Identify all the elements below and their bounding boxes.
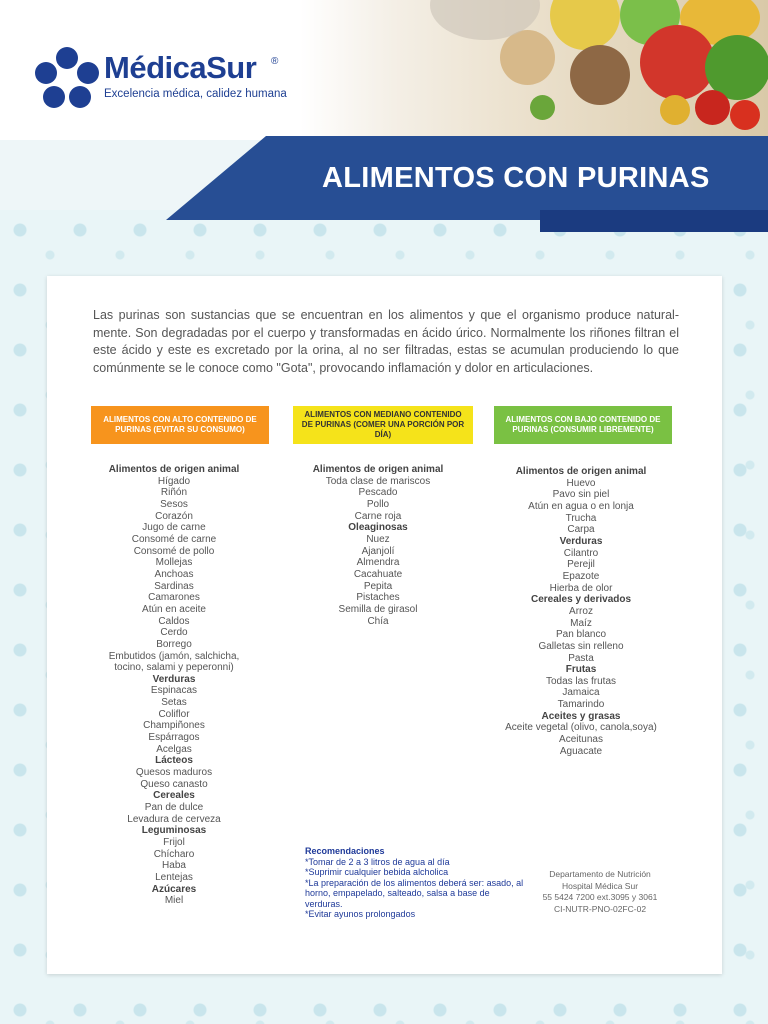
food-item: Coliflor: [158, 708, 190, 720]
food-item: Riñón: [160, 487, 188, 499]
food-item: Epazote: [562, 570, 600, 582]
food-item: Pasta: [568, 652, 594, 664]
food-item: tocino, salami y peperonni): [114, 662, 234, 674]
recommendations: [305, 846, 525, 920]
food-item: Chícharo: [153, 848, 195, 860]
recommendation-item: *Tomar de 2 a 3 litros de agua al día: [305, 856, 450, 867]
food-item: Anchoas: [154, 568, 194, 580]
food-item: Borrego: [156, 638, 192, 650]
food-item: Nuez: [366, 533, 390, 545]
food-group-heading: Leguminosas: [141, 825, 207, 837]
food-group-heading: Cereales y derivados: [530, 594, 632, 606]
food-item: Atún en aceite: [142, 603, 206, 615]
food-item: Setas: [161, 697, 187, 709]
food-item: Sardinas: [154, 580, 194, 592]
food-item: Semilla de girasol: [338, 603, 418, 615]
food-item: Aceitunas: [559, 734, 603, 746]
food-item: Pan blanco: [555, 629, 607, 641]
food-group-heading: Cereales: [153, 790, 195, 802]
food-item: Consomé de carne: [131, 533, 217, 545]
document-code: CI-NUTR-PNO-02FC-02: [553, 904, 647, 915]
hospital-name: Hospital Médica Sur: [561, 880, 639, 891]
food-item: Chía: [367, 615, 389, 627]
recommendation-item: *La preparación de los alimentos deberá ser: asado, al horno, empapelado, salteado, salsa a base de verduras.: [305, 877, 524, 909]
food-group-heading: Oleaginosas: [348, 522, 408, 534]
low-purine-list: [491, 466, 671, 757]
medium-purine-header: ALIMENTOS CON MEDIANO CONTENIDO DE PURINAS (COMER UNA PORCIÓN POR DÍA): [293, 406, 473, 444]
food-group-heading: Verduras: [559, 535, 603, 547]
low-purine-header: ALIMENTOS CON BAJO CONTENIDO DE PURINAS (CONSUMIR LIBREMENTE): [494, 406, 672, 444]
medium-purine-list: [288, 464, 468, 627]
recommendations-title: Recomendaciones: [305, 846, 385, 856]
food-item: Sesos: [160, 498, 188, 510]
food-item: Champiñones: [143, 720, 205, 732]
food-item: Queso canasto: [140, 778, 208, 790]
food-item: Frijol: [163, 837, 185, 848]
food-group-heading: Frutas: [565, 664, 597, 676]
food-item: Ajanjolí: [361, 545, 395, 557]
food-item: Huevo: [566, 477, 596, 489]
food-item: Espinacas: [150, 685, 198, 697]
food-item: Hierba de olor: [549, 582, 613, 594]
food-item: Pescado: [358, 487, 398, 499]
food-item: Miel: [164, 895, 184, 907]
food-group-heading: Alimentos de origen animal: [515, 466, 647, 477]
food-group-heading: Alimentos de origen animal: [108, 464, 240, 475]
food-item: Espárragos: [148, 732, 200, 744]
brand-name: MédicaSur: [104, 50, 257, 85]
food-item: Acelgas: [156, 743, 192, 755]
food-item: Lentejas: [155, 871, 193, 883]
food-item: Cerdo: [160, 627, 188, 639]
intro-paragraph: Las purinas son sustancias que se encuentran en los alimentos y que el organismo produce natural-mente. Son degradadas por el cuerpo y transformadas en ácido úrico. Normalmente los riñones filtran el este ácido y este es excretado por la orina, al no ser filtradas, estas se acumulan produciendo lo que comúnmente se le conoce como "Gota", provocando inflamación y dolor en articulaciones.: [93, 308, 679, 375]
food-item: Pollo: [366, 498, 390, 510]
food-item: Corazón: [155, 510, 193, 522]
food-group-heading: Alimentos de origen animal: [312, 464, 444, 475]
recommendation-item: *Suprimir cualquier bebida alcholica: [305, 867, 449, 877]
high-purine-header: ALIMENTOS CON ALTO CONTENIDO DE PURINAS (EVITAR SU CONSUMO): [91, 406, 269, 444]
brand-tagline: Excelencia médica, calidez humana: [104, 88, 287, 100]
food-item: Haba: [162, 860, 186, 872]
page-title: ALIMENTOS CON PURINAS: [322, 162, 710, 194]
registered-mark: ®: [271, 56, 279, 67]
food-item: Aceite vegetal (olivo, canola,soya): [505, 722, 657, 734]
food-item: Cacahuate: [353, 568, 403, 580]
department-name: Departamento de Nutrición: [549, 869, 651, 879]
food-item: Atún en agua o en lonja: [528, 500, 634, 512]
food-item: Embutidos (jamón, salchicha,: [108, 650, 240, 662]
food-group-heading: Verduras: [152, 673, 196, 685]
food-item: Carpa: [567, 524, 595, 536]
food-item: Almendra: [356, 557, 400, 569]
food-item: Levadura de cerveza: [127, 813, 221, 825]
food-item: Pavo sin piel: [552, 489, 610, 501]
food-group-heading: Aceites y grasas: [541, 710, 621, 722]
food-item: Toda clase de mariscos: [325, 475, 431, 487]
food-item: Cilantro: [563, 547, 599, 559]
food-item: Jamaica: [562, 687, 600, 699]
food-item: Consomé de pollo: [133, 545, 215, 557]
title-accent-bar: [540, 210, 768, 232]
food-item: Pan de dulce: [144, 802, 204, 814]
food-item: Todas las frutas: [545, 675, 617, 687]
food-item: Quesos maduros: [135, 767, 213, 779]
food-item: Maíz: [570, 617, 592, 629]
food-item: Arroz: [569, 605, 593, 617]
high-purine-list: [84, 464, 264, 907]
food-item: Mollejas: [155, 557, 193, 569]
food-item: Pistaches: [356, 592, 400, 604]
department-info: [538, 869, 662, 916]
header: [0, 0, 768, 140]
phone-number: 55 5424 7200 ext.3095 y 3061: [542, 892, 658, 903]
food-group-heading: Lácteos: [155, 755, 193, 767]
food-item: Tamarindo: [557, 699, 605, 711]
food-item: Hígado: [157, 475, 191, 487]
medicasur-logo-icon: [34, 46, 100, 110]
food-item: Camarones: [148, 592, 200, 604]
food-item: Jugo de carne: [142, 522, 206, 534]
food-item: Caldos: [158, 615, 190, 627]
food-item: Galletas sin relleno: [538, 640, 624, 652]
food-item: Aguacate: [559, 745, 603, 757]
recommendation-item: *Evitar ayunos prolongados: [305, 909, 416, 919]
food-item: Perejil: [567, 559, 595, 571]
food-photo: [300, 0, 768, 140]
food-item: Pepita: [363, 580, 393, 592]
food-item: Carne roja: [354, 510, 402, 522]
food-item: Trucha: [565, 512, 597, 524]
food-group-heading: Azúcares: [151, 883, 197, 895]
